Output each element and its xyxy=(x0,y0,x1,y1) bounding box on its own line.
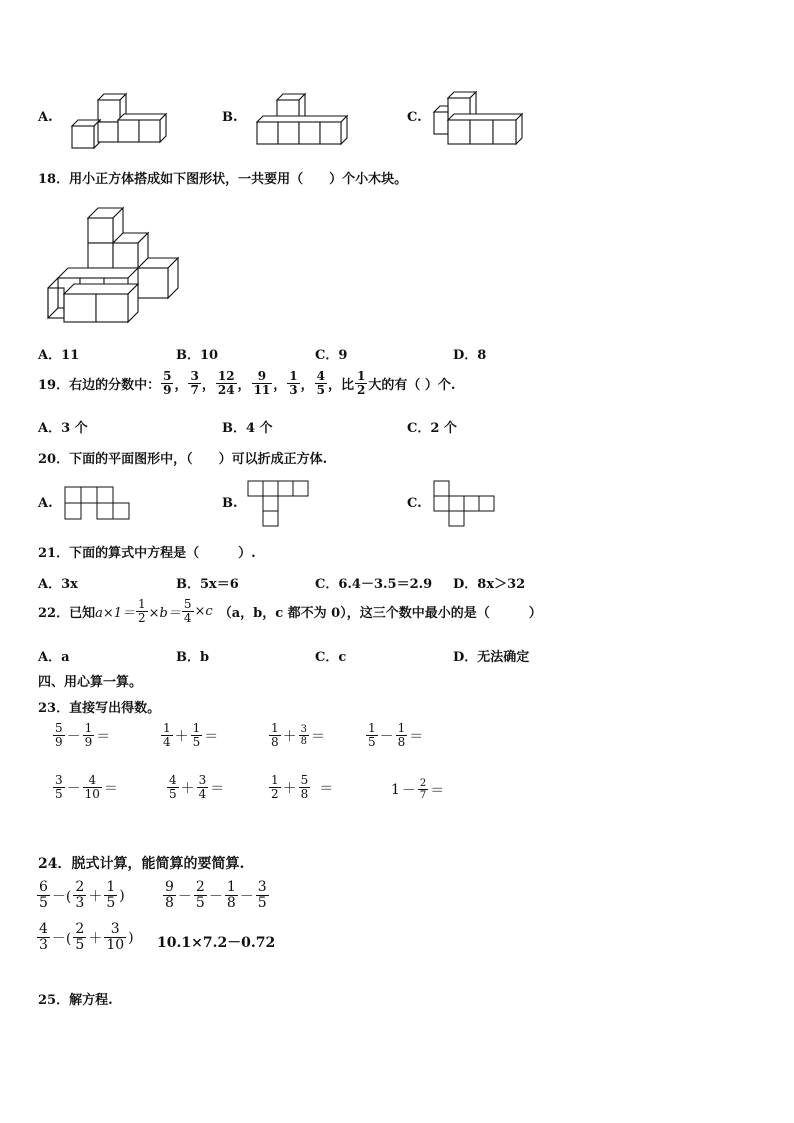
q22-option-b[interactable]: B．b xyxy=(176,650,210,665)
q23-item-5: $\frac{3}{5}$ － $\frac{4}{10}$ ＝ xyxy=(55,773,118,801)
q18-option-a[interactable]: A．11 xyxy=(38,348,80,363)
q24-expression-4: 10.1×7.2－0.72 xyxy=(157,935,276,951)
q17-option-c-label: C. xyxy=(407,110,422,125)
q19-sep: ， xyxy=(328,378,342,393)
q19-sep: ， xyxy=(273,378,287,393)
q20-option-c-label[interactable]: C. xyxy=(407,496,422,511)
q22-suffix: （a，b，c 都不为 0），这三个数中最小的是（ ） xyxy=(218,606,542,621)
q22-option-c[interactable]: C．c xyxy=(315,650,347,665)
q22-eq-c: ×c xyxy=(194,604,213,619)
q20-option-a-label[interactable]: A. xyxy=(38,496,53,511)
q23-item-7: $\frac{1}{2}$ ＋ $\frac{5}{8}$ ＝ xyxy=(271,773,334,801)
q23-item-1: $\frac{5}{9}$ － $\frac{1}{9}$ ＝ xyxy=(55,721,111,749)
q23-item-4: $\frac{1}{5}$ － $\frac{1}{8}$ ＝ xyxy=(368,721,424,749)
q20-net-a xyxy=(64,486,132,520)
q19-sep: ， xyxy=(237,378,251,393)
q23-item-3: $\frac{1}{8}$ ＋ $\frac{3}{8}$ ＝ xyxy=(271,721,326,749)
q23-item-2: $\frac{1}{4}$ ＋ $\frac{1}{5}$ ＝ xyxy=(163,721,219,749)
q21-option-b[interactable]: B．5x＝6 xyxy=(176,577,239,592)
q22-prefix: 22．已知 xyxy=(38,606,96,621)
q19-fraction-2: 3 7 xyxy=(190,369,199,397)
q24-expression-3: $\frac{4}{3}$ －( $\frac{2}{5}$ ＋ $\frac{3}{10}$ ) xyxy=(39,921,134,953)
q19-prefix: 19．右边的分数中： xyxy=(38,378,161,393)
q24-expression-1: $\frac{6}{5}$ －( $\frac{2}{3}$ ＋ $\frac{1}{5}$ ) xyxy=(39,879,125,911)
q19-sep: ， xyxy=(201,378,215,393)
q18-option-d[interactable]: D．8 xyxy=(453,348,487,363)
q18-stem: 18．用小正方体搭成如下图形状，一共要用（ ）个小木块。 xyxy=(38,172,408,187)
q20-net-c xyxy=(433,480,495,528)
q22-eq-b: ×b＝ xyxy=(148,606,181,621)
q17-option-b-label: B. xyxy=(222,110,238,125)
q21-option-d[interactable]: D．8x＞32 xyxy=(453,577,526,592)
q18-option-c[interactable]: C．9 xyxy=(315,348,348,363)
q19-compare-pre: 比 xyxy=(341,378,355,393)
q22-option-d[interactable]: D．无法确定 xyxy=(453,650,530,665)
q19-option-c[interactable]: C．2 个 xyxy=(407,421,457,436)
q19-fraction-1: 5 9 xyxy=(163,369,172,397)
q17-figure-a xyxy=(70,92,170,148)
q22-half-fraction: $\frac{1}{2}$ xyxy=(138,597,146,625)
q18-cube-figure xyxy=(46,206,181,324)
q18-option-b[interactable]: B．10 xyxy=(176,348,219,363)
q22-eq-a: a×1＝ xyxy=(95,606,136,621)
q19-compare-fraction: 1 2 xyxy=(357,369,366,397)
q25-stem: 25．解方程. xyxy=(38,993,113,1008)
q19-stem xyxy=(38,370,455,397)
q22-five-quarters-fraction: $\frac{5}{4}$ xyxy=(183,597,192,625)
q19-fraction-5: 1 3 xyxy=(289,369,298,397)
q21-stem: 21．下面的算式中方程是（ ）. xyxy=(38,546,256,561)
q19-fraction-6: 4 5 xyxy=(316,369,326,397)
q22-stem xyxy=(38,598,542,625)
q20-stem: 20．下面的平面图形中，（ ）可以折成正方体. xyxy=(38,452,328,467)
q24-expression-2: $\frac{9}{8}$ － $\frac{2}{5}$ － $\frac{1}{8}$ － $\frac{3}{5}$ xyxy=(165,879,267,911)
q20-option-b-label[interactable]: B. xyxy=(222,496,238,511)
q22-option-a[interactable]: A．a xyxy=(38,650,70,665)
q19-suffix: 大的有（ ）个. xyxy=(368,378,456,393)
q19-sep: ， xyxy=(174,378,188,393)
q24-stem: 24．脱式计算，能简算的要简算. xyxy=(38,856,245,872)
q17-option-a-label: A. xyxy=(38,110,53,125)
q20-net-b xyxy=(247,480,309,528)
section-4-heading: 四、用心算一算。 xyxy=(38,675,143,690)
q17-figure-b xyxy=(255,92,350,148)
q21-option-a[interactable]: A．3x xyxy=(38,577,78,592)
q23-item-6: $\frac{4}{5}$ ＋ $\frac{3}{4}$ ＝ xyxy=(169,773,225,801)
q19-option-a[interactable]: A．3 个 xyxy=(38,421,88,436)
q19-sep: ， xyxy=(300,378,314,393)
q19-fraction-3: 12 24 xyxy=(217,369,235,397)
q17-figure-c xyxy=(432,90,527,148)
q19-fraction-4: 9 11 xyxy=(253,369,271,397)
q19-option-b[interactable]: B．4 个 xyxy=(222,421,273,436)
q23-stem: 23．直接写出得数。 xyxy=(38,701,161,716)
q23-item-8: 1 － $\frac{2}{7}$ ＝ xyxy=(391,778,445,801)
q21-option-c[interactable]: C．6.4－3.5＝2.9 xyxy=(315,577,433,592)
